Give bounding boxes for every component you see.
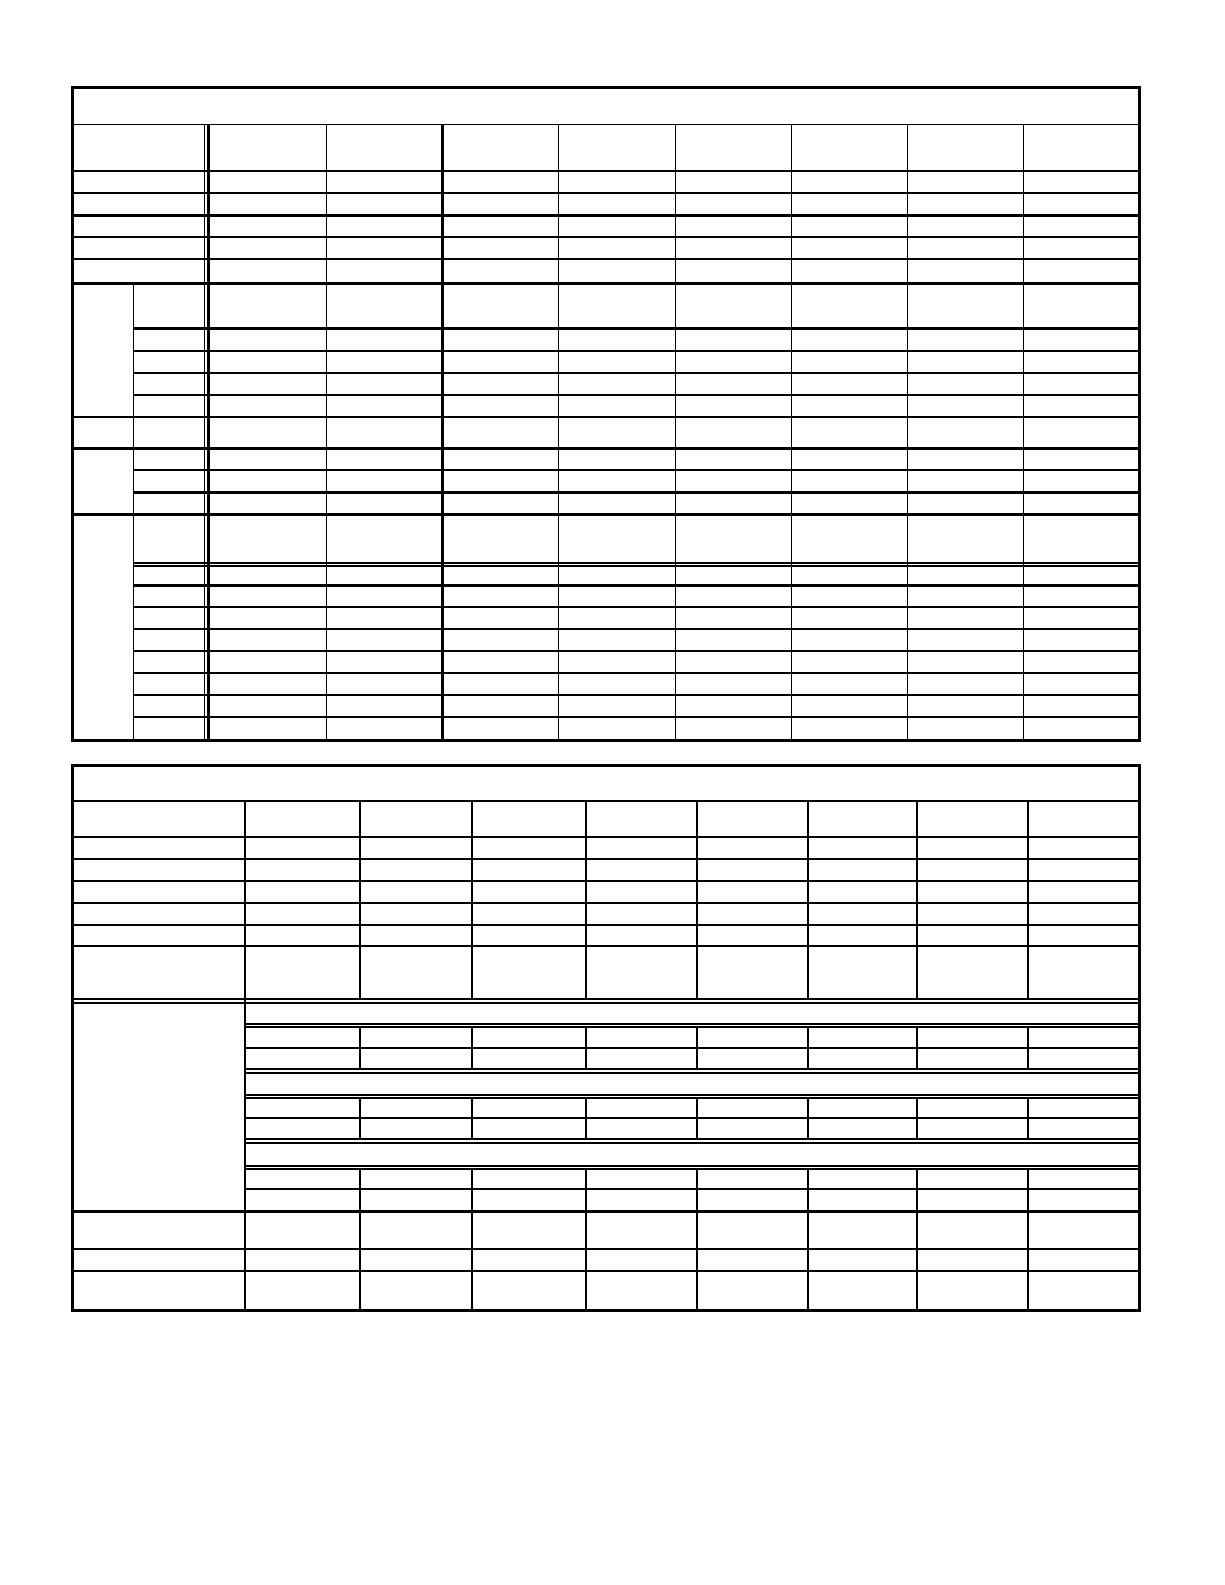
column-divider <box>471 801 473 999</box>
table-row-divider <box>74 416 1138 418</box>
table-row-divider <box>133 327 1138 330</box>
bottom-spec-table <box>71 764 1141 1312</box>
table-row-divider <box>74 258 1138 260</box>
table-row-divider <box>74 1248 1138 1250</box>
column-divider <box>916 1098 918 1139</box>
top-spec-table <box>71 86 1141 742</box>
table-row-divider <box>74 214 1138 217</box>
column-divider <box>1027 1211 1029 1310</box>
table-row-divider <box>133 628 1138 630</box>
table-row-divider <box>74 858 1138 860</box>
column-divider <box>916 1169 918 1211</box>
column-divider <box>696 1098 698 1139</box>
column-divider <box>1027 1027 1029 1069</box>
table-row-divider <box>245 1047 1138 1049</box>
table-row-divider <box>245 1117 1138 1119</box>
table-row-divider <box>74 880 1138 882</box>
table-row-divider <box>74 1270 1138 1272</box>
subgroup-divider <box>245 1068 1138 1070</box>
column-divider <box>471 1027 473 1069</box>
subgroup-divider <box>245 1094 1138 1096</box>
column-divider <box>807 1169 809 1211</box>
column-divider <box>585 1098 587 1139</box>
column-divider <box>696 1027 698 1069</box>
table-row-divider <box>74 170 1138 172</box>
column-divider <box>585 801 587 999</box>
table-row-divider <box>133 584 1138 587</box>
table-row-divider <box>133 562 1138 564</box>
subgroup-divider <box>245 1023 1138 1025</box>
column-divider <box>696 801 698 999</box>
column-divider <box>585 1169 587 1211</box>
column-divider <box>916 1027 918 1069</box>
subgroup-divider <box>245 1165 1138 1167</box>
subgroup-divider <box>245 1072 1138 1074</box>
section-divider <box>74 1002 1138 1004</box>
table-row-divider <box>133 672 1138 674</box>
column-divider <box>359 1211 361 1310</box>
table-row-divider <box>133 694 1138 696</box>
subgroup-divider <box>245 1097 1138 1099</box>
title-row-divider <box>74 800 1138 802</box>
column-divider <box>807 1098 809 1139</box>
table-row-divider <box>133 491 1138 494</box>
table-row-divider <box>133 372 1138 374</box>
column-divider <box>696 1211 698 1310</box>
column-divider <box>1027 801 1029 999</box>
table-row-divider <box>133 394 1138 396</box>
column-divider <box>807 1211 809 1310</box>
table-row-divider <box>74 282 1138 285</box>
table-row-divider <box>133 350 1138 352</box>
subgroup-divider <box>245 1138 1138 1140</box>
column-divider <box>1027 1098 1029 1139</box>
title-row-divider <box>74 124 1138 125</box>
table-row-divider <box>74 513 1138 516</box>
column-divider <box>696 1169 698 1211</box>
column-divider <box>916 1211 918 1310</box>
table-row-divider <box>133 565 1138 567</box>
column-divider <box>359 801 361 999</box>
column-divider <box>471 1169 473 1211</box>
table-row-divider <box>133 469 1138 471</box>
table-row-divider <box>74 836 1138 838</box>
table-row-divider <box>133 606 1138 608</box>
column-divider <box>807 1027 809 1069</box>
label-column-divider <box>244 801 246 1310</box>
column-divider <box>471 1098 473 1139</box>
column-divider <box>916 801 918 999</box>
table-row-divider <box>133 716 1138 718</box>
subgroup-divider <box>245 1142 1138 1144</box>
subgroup-divider <box>245 1168 1138 1170</box>
section-divider <box>74 998 1138 1000</box>
column-divider <box>1027 1169 1029 1211</box>
column-divider <box>585 1211 587 1310</box>
table-row-divider <box>245 1188 1138 1190</box>
subgroup-divider <box>245 1026 1138 1028</box>
table-row-divider <box>74 236 1138 238</box>
column-divider <box>471 1211 473 1310</box>
table-row-divider <box>74 447 1138 450</box>
column-divider <box>807 801 809 999</box>
table-row-divider <box>74 924 1138 926</box>
table-row-divider <box>74 945 1138 947</box>
column-divider <box>585 1027 587 1069</box>
table-row-divider <box>133 650 1138 652</box>
table-row-divider <box>74 192 1138 194</box>
table-row-divider <box>74 902 1138 904</box>
section-divider <box>74 1210 1138 1213</box>
column-divider <box>359 1098 361 1139</box>
column-divider <box>359 1169 361 1211</box>
column-divider <box>359 1027 361 1069</box>
